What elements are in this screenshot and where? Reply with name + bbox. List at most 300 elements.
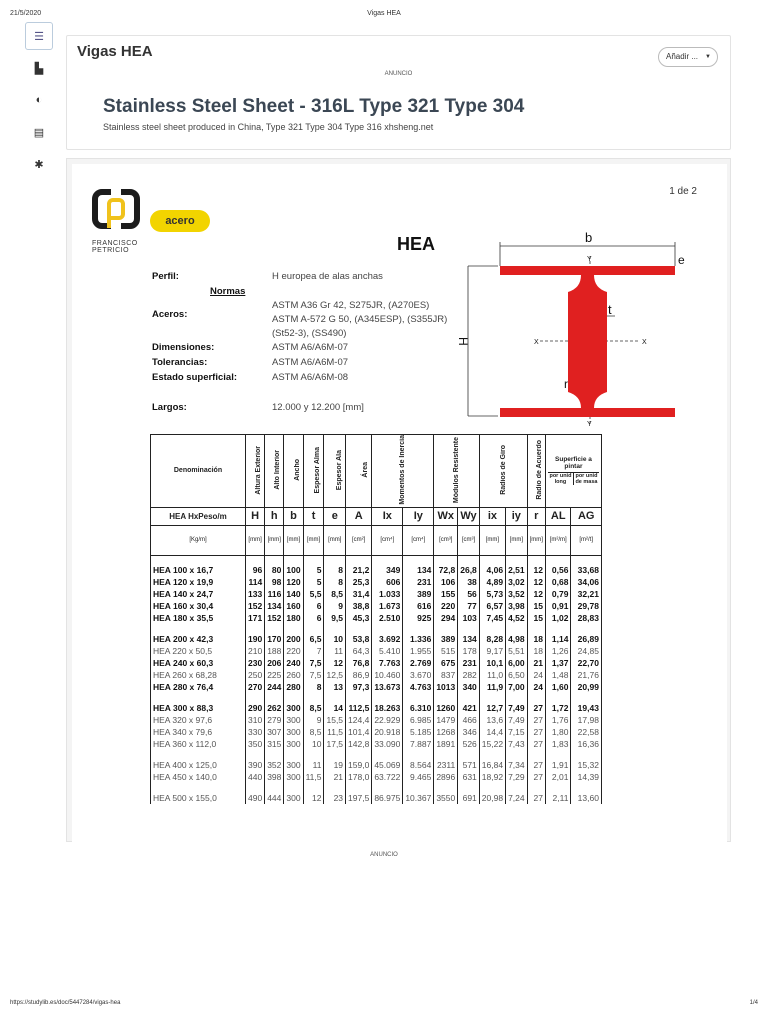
table-symbol-row: [151, 507, 602, 525]
unit-cell: [mm]: [246, 525, 265, 555]
symbol-cell: A: [346, 507, 372, 525]
value-cell: 2,11: [545, 792, 571, 804]
value-cell: 300: [284, 714, 303, 726]
value-cell: 294: [434, 612, 458, 624]
unit-cell: [Kg/m]: [151, 525, 246, 555]
value-cell: 1479: [434, 714, 458, 726]
value-cell: 1,76: [545, 714, 571, 726]
table-row: [151, 564, 602, 576]
value-cell: 440: [246, 771, 265, 783]
col-ancho: [284, 435, 303, 508]
value-cell: 170: [265, 633, 284, 645]
value-cell: 220: [284, 645, 303, 657]
gap-cell: [458, 783, 480, 792]
symbol-cell: t: [303, 507, 324, 525]
document-title: Vigas HEA: [77, 43, 153, 60]
ad-subtitle[interactable]: Stainless steel sheet produced in China, Type 321 Type 304 Type 316 xhsheng.net: [103, 122, 434, 132]
col-label: Momentos de Inercia: [399, 435, 407, 505]
col-espesor-ala: [324, 435, 346, 508]
brand-logo-mark: [107, 198, 125, 220]
gap-cell: [346, 750, 372, 759]
table-row: [151, 738, 602, 750]
value-cell: 12: [527, 576, 545, 588]
unit-cell: [mm]: [324, 525, 346, 555]
gap-cell: [303, 555, 324, 564]
table-row: [151, 726, 602, 738]
gap-cell: [527, 783, 545, 792]
gap-cell: [434, 693, 458, 702]
col-label: Módulos Resistente: [453, 436, 461, 503]
value-cell: 18: [527, 645, 545, 657]
value-cell: 389: [403, 588, 434, 600]
label-t: t: [608, 302, 612, 317]
table-gap-row: [151, 624, 602, 633]
value-cell: 96: [246, 564, 265, 576]
estado-value: ASTM A6/A6M-08: [272, 372, 349, 383]
print-title: Vigas HEA: [367, 10, 401, 17]
gap-cell: [545, 783, 571, 792]
table-unit-row: [151, 525, 602, 555]
value-cell: 675: [434, 657, 458, 669]
document-icon[interactable]: ▙: [34, 62, 44, 75]
col-label: por unid de masa: [575, 473, 598, 486]
gap-cell: [479, 693, 505, 702]
col-label: Área: [362, 462, 370, 478]
value-cell: 7,34: [506, 759, 528, 771]
value-cell: 86,9: [346, 669, 372, 681]
table-header-row: [151, 435, 602, 508]
gap-cell: [527, 624, 545, 633]
value-cell: 12: [527, 564, 545, 576]
value-cell: 210: [246, 645, 265, 657]
table-gap-row: [151, 555, 602, 564]
gap-cell: [434, 624, 458, 633]
value-cell: 5.185: [403, 726, 434, 738]
gap-cell: [458, 693, 480, 702]
print-header: [10, 10, 758, 22]
gap-cell: [506, 555, 528, 564]
acero-badge: acero: [150, 210, 210, 232]
value-cell: 180: [284, 612, 303, 624]
dimensiones-label: Dimensiones:: [152, 342, 215, 353]
profile-name-cell: HEA 200 x 42,3: [151, 633, 246, 645]
symbol-cell: r: [527, 507, 545, 525]
gap-cell: [506, 624, 528, 633]
value-cell: 206: [265, 657, 284, 669]
table-gap-row: [151, 750, 602, 759]
symbol-cell: iy: [506, 507, 528, 525]
profile-name-cell: HEA 120 x 19,9: [151, 576, 246, 588]
chevron-down-icon: ▼: [705, 54, 711, 60]
col-label: Superficie a pintar: [548, 456, 599, 473]
value-cell: 310: [246, 714, 265, 726]
value-cell: 27: [527, 792, 545, 804]
value-cell: 159,0: [346, 759, 372, 771]
value-cell: 8,5: [324, 588, 346, 600]
col-area: [346, 435, 372, 508]
value-cell: 9,17: [479, 645, 505, 657]
symbol-cell: H: [246, 507, 265, 525]
perfil-label: Perfil:: [152, 271, 179, 282]
value-cell: 11,5: [324, 726, 346, 738]
value-cell: 155: [434, 588, 458, 600]
value-cell: 11,9: [479, 681, 505, 693]
header-card: [66, 35, 731, 150]
col-label: por unid long: [548, 473, 574, 485]
value-cell: 9: [303, 714, 324, 726]
label-y-top: Y: [587, 256, 592, 263]
col-label: Radio de Acuerdo: [535, 440, 543, 500]
gap-cell: [545, 750, 571, 759]
value-cell: 349: [372, 564, 403, 576]
value-cell: 0,68: [545, 576, 571, 588]
value-cell: 101,4: [346, 726, 372, 738]
symbol-cell: ix: [479, 507, 505, 525]
value-cell: 76,8: [346, 657, 372, 669]
value-cell: 15,22: [479, 738, 505, 750]
gap-cell: [246, 693, 265, 702]
value-cell: 100: [284, 564, 303, 576]
unit-cell: [m²/t]: [571, 525, 601, 555]
gap-cell: [324, 750, 346, 759]
menu-icon[interactable]: ☰: [25, 22, 53, 50]
value-cell: 691: [458, 792, 480, 804]
gap-cell: [265, 693, 284, 702]
unit-cell: [cm²]: [346, 525, 372, 555]
gap-cell: [571, 750, 601, 759]
value-cell: 3.692: [372, 633, 403, 645]
value-cell: 18: [527, 633, 545, 645]
value-cell: 2,01: [545, 771, 571, 783]
unit-cell: [mm]: [284, 525, 303, 555]
value-cell: 515: [434, 645, 458, 657]
label-h: H: [456, 337, 470, 346]
gap-cell: [265, 555, 284, 564]
value-cell: 5,5: [303, 588, 324, 600]
value-cell: 7,49: [506, 714, 528, 726]
value-cell: 14,4: [479, 726, 505, 738]
value-cell: 21,2: [346, 564, 372, 576]
value-cell: 11: [324, 645, 346, 657]
value-cell: 616: [403, 600, 434, 612]
aceros-value-2: ASTM A-572 G 50, (A345ESP), (S355JR): [272, 314, 448, 325]
value-cell: 171: [246, 612, 265, 624]
value-cell: 13.673: [372, 681, 403, 693]
value-cell: 32,21: [571, 588, 601, 600]
value-cell: 9.465: [403, 771, 434, 783]
value-cell: 4,89: [479, 576, 505, 588]
value-cell: 45,3: [346, 612, 372, 624]
dimensiones-value: ASTM A6/A6M-07: [272, 342, 349, 353]
gap-cell: [303, 624, 324, 633]
value-cell: 1.033: [372, 588, 403, 600]
ad-label: ANUNCIO: [384, 71, 413, 77]
value-cell: 12: [303, 792, 324, 804]
value-cell: 15: [527, 612, 545, 624]
profile-name-cell: HEA 100 x 16,7: [151, 564, 246, 576]
table-body: [151, 555, 602, 804]
value-cell: 282: [458, 669, 480, 681]
unit-cell: [mm]: [479, 525, 505, 555]
value-cell: 112,5: [346, 702, 372, 714]
gap-cell: [284, 693, 303, 702]
value-cell: 6,00: [506, 657, 528, 669]
table-row: [151, 576, 602, 588]
gap-cell: [151, 693, 246, 702]
value-cell: 280: [284, 681, 303, 693]
col-label: Altura Exterior: [255, 445, 263, 495]
largos-value: 12.000 y 12.200 [mm]: [272, 402, 364, 413]
archive-icon[interactable]: ▤: [33, 126, 45, 139]
tolerancias-value: ASTM A6/A6M-07: [272, 357, 349, 368]
gap-cell: [571, 693, 601, 702]
symbol-cell: Iy: [403, 507, 434, 525]
gap-cell: [434, 555, 458, 564]
value-cell: 27: [527, 759, 545, 771]
value-cell: 390: [246, 759, 265, 771]
add-to-button[interactable]: [658, 47, 718, 67]
gap-cell: [372, 693, 403, 702]
gap-cell: [479, 624, 505, 633]
value-cell: 300: [284, 702, 303, 714]
value-cell: 606: [372, 576, 403, 588]
print-footer: [10, 1000, 758, 1010]
value-cell: 7,00: [506, 681, 528, 693]
table-row: [151, 645, 602, 657]
gap-cell: [303, 783, 324, 792]
value-cell: 20.918: [372, 726, 403, 738]
gap-cell: [324, 783, 346, 792]
value-cell: 12,5: [324, 669, 346, 681]
value-cell: 16,84: [479, 759, 505, 771]
gap-cell: [246, 555, 265, 564]
gap-cell: [151, 555, 246, 564]
table-row: [151, 714, 602, 726]
hea-properties-table: [150, 434, 602, 804]
value-cell: 56: [458, 588, 480, 600]
value-cell: 4,52: [506, 612, 528, 624]
value-cell: 1,72: [545, 702, 571, 714]
document-viewer[interactable]: [66, 158, 731, 842]
value-cell: 315: [265, 738, 284, 750]
gap-cell: [372, 750, 403, 759]
value-cell: 6: [303, 612, 324, 624]
value-cell: 14: [324, 702, 346, 714]
value-cell: 22.929: [372, 714, 403, 726]
label-e: e: [678, 253, 685, 267]
value-cell: 220: [434, 600, 458, 612]
value-cell: 116: [265, 588, 284, 600]
table-row: [151, 669, 602, 681]
value-cell: 21,76: [571, 669, 601, 681]
value-cell: 7.887: [403, 738, 434, 750]
value-cell: 6.985: [403, 714, 434, 726]
label-x-right: X: [642, 339, 647, 346]
value-cell: 279: [265, 714, 284, 726]
profile-name-cell: HEA 300 x 88,3: [151, 702, 246, 714]
globe-icon[interactable]: ◐: [35, 94, 43, 106]
value-cell: 103: [458, 612, 480, 624]
value-cell: 17,98: [571, 714, 601, 726]
value-cell: 7.763: [372, 657, 403, 669]
value-cell: 240: [284, 657, 303, 669]
value-cell: 8,5: [303, 726, 324, 738]
table-row: [151, 759, 602, 771]
value-cell: 1013: [434, 681, 458, 693]
value-cell: 24: [527, 681, 545, 693]
value-cell: 352: [265, 759, 284, 771]
value-cell: 124,4: [346, 714, 372, 726]
table-row: [151, 657, 602, 669]
value-cell: 133: [246, 588, 265, 600]
value-cell: 925: [403, 612, 434, 624]
value-cell: 230: [246, 657, 265, 669]
aceros-label: Aceros:: [152, 309, 188, 320]
profile-name-cell: HEA 500 x 155,0: [151, 792, 246, 804]
value-cell: 134: [403, 564, 434, 576]
value-cell: 6: [303, 600, 324, 612]
value-cell: 307: [265, 726, 284, 738]
value-cell: 8,5: [303, 702, 324, 714]
col-alto-interior: [265, 435, 284, 508]
profile-name-cell: HEA 450 x 140,0: [151, 771, 246, 783]
gap-cell: [506, 693, 528, 702]
aceros-value-3: (St52-3), (SS490): [272, 328, 347, 339]
value-cell: 225: [265, 669, 284, 681]
bottom-ad-label: ANUNCIO: [370, 852, 398, 858]
value-cell: 260: [284, 669, 303, 681]
value-cell: 152: [246, 600, 265, 612]
profile-name-cell: HEA 400 x 125,0: [151, 759, 246, 771]
value-cell: 7,45: [479, 612, 505, 624]
value-cell: 200: [284, 633, 303, 645]
value-cell: 526: [458, 738, 480, 750]
value-cell: 23: [324, 792, 346, 804]
value-cell: 29,78: [571, 600, 601, 612]
value-cell: 290: [246, 702, 265, 714]
value-cell: 466: [458, 714, 480, 726]
value-cell: 270: [246, 681, 265, 693]
tolerancias-label: Tolerancias:: [152, 357, 208, 368]
gap-cell: [372, 624, 403, 633]
hea-heading: HEA: [397, 234, 436, 254]
gap-cell: [571, 624, 601, 633]
symbol-cell: HEA HxPeso/m: [151, 507, 246, 525]
normas-heading: Normas: [210, 286, 246, 297]
add-to-label: Añadir ...: [666, 52, 699, 61]
ibeam-shape: [500, 266, 675, 417]
value-cell: 1,83: [545, 738, 571, 750]
value-cell: 33,68: [571, 564, 601, 576]
sidebar: [25, 22, 55, 182]
value-cell: 1,37: [545, 657, 571, 669]
col-radios: [479, 435, 527, 508]
value-cell: 1,02: [545, 612, 571, 624]
gap-cell: [403, 750, 434, 759]
value-cell: 8,28: [479, 633, 505, 645]
profile-name-cell: HEA 260 x 68,28: [151, 669, 246, 681]
value-cell: 444: [265, 792, 284, 804]
value-cell: 13,60: [571, 792, 601, 804]
value-cell: 27: [527, 771, 545, 783]
ad-title-link[interactable]: Stainless Steel Sheet - 316L Type 321 Type 304: [103, 96, 525, 117]
value-cell: 10: [303, 738, 324, 750]
value-cell: 1891: [434, 738, 458, 750]
value-cell: 97,3: [346, 681, 372, 693]
value-cell: 4,06: [479, 564, 505, 576]
gap-cell: [527, 555, 545, 564]
gap-cell: [324, 624, 346, 633]
value-cell: 80: [265, 564, 284, 576]
unit-cell: [m²/m]: [545, 525, 571, 555]
table-row: [151, 681, 602, 693]
value-cell: 13: [324, 681, 346, 693]
value-cell: 7,49: [506, 702, 528, 714]
value-cell: 6.310: [403, 702, 434, 714]
table-row: [151, 771, 602, 783]
profile-name-cell: HEA 160 x 30,4: [151, 600, 246, 612]
value-cell: 25,3: [346, 576, 372, 588]
value-cell: 346: [458, 726, 480, 738]
value-cell: 231: [403, 576, 434, 588]
table-gap-row: [151, 693, 602, 702]
value-cell: 15,5: [324, 714, 346, 726]
value-cell: 1268: [434, 726, 458, 738]
value-cell: 5: [303, 564, 324, 576]
col-momentos: [372, 435, 434, 508]
table-row: [151, 633, 602, 645]
estado-label: Estado superficial:: [152, 372, 237, 383]
value-cell: 152: [265, 612, 284, 624]
gap-cell: [479, 783, 505, 792]
value-cell: 8.564: [403, 759, 434, 771]
value-cell: 45.069: [372, 759, 403, 771]
col-denominacion: Denominación: [151, 435, 246, 508]
value-cell: 106: [434, 576, 458, 588]
unit-cell: [mm]: [527, 525, 545, 555]
gap-cell: [403, 624, 434, 633]
table-gap-row: [151, 783, 602, 792]
gap-cell: [303, 750, 324, 759]
value-cell: 1,80: [545, 726, 571, 738]
value-cell: 11,5: [303, 771, 324, 783]
value-cell: 300: [284, 792, 303, 804]
unit-cell: [cm⁴]: [372, 525, 403, 555]
value-cell: 5.410: [372, 645, 403, 657]
value-cell: 389: [434, 633, 458, 645]
value-cell: 64,3: [346, 645, 372, 657]
value-cell: 7,5: [303, 657, 324, 669]
gear-icon[interactable]: ✱: [34, 158, 44, 171]
page-number: 1 de 2: [669, 186, 697, 197]
value-cell: 15,32: [571, 759, 601, 771]
value-cell: 398: [265, 771, 284, 783]
col-espesor-alma: [303, 435, 324, 508]
gap-cell: [545, 555, 571, 564]
label-x-left: X: [534, 339, 539, 346]
value-cell: 19,43: [571, 702, 601, 714]
col-label: Espesor Alma: [314, 446, 322, 494]
table-row: [151, 600, 602, 612]
unit-cell: [mm]: [303, 525, 324, 555]
profile-name-cell: HEA 360 x 112,0: [151, 738, 246, 750]
value-cell: 53,8: [346, 633, 372, 645]
value-cell: 1.673: [372, 600, 403, 612]
gap-cell: [458, 624, 480, 633]
value-cell: 3,52: [506, 588, 528, 600]
col-altura-exterior: [246, 435, 265, 508]
label-r: r: [564, 377, 568, 391]
